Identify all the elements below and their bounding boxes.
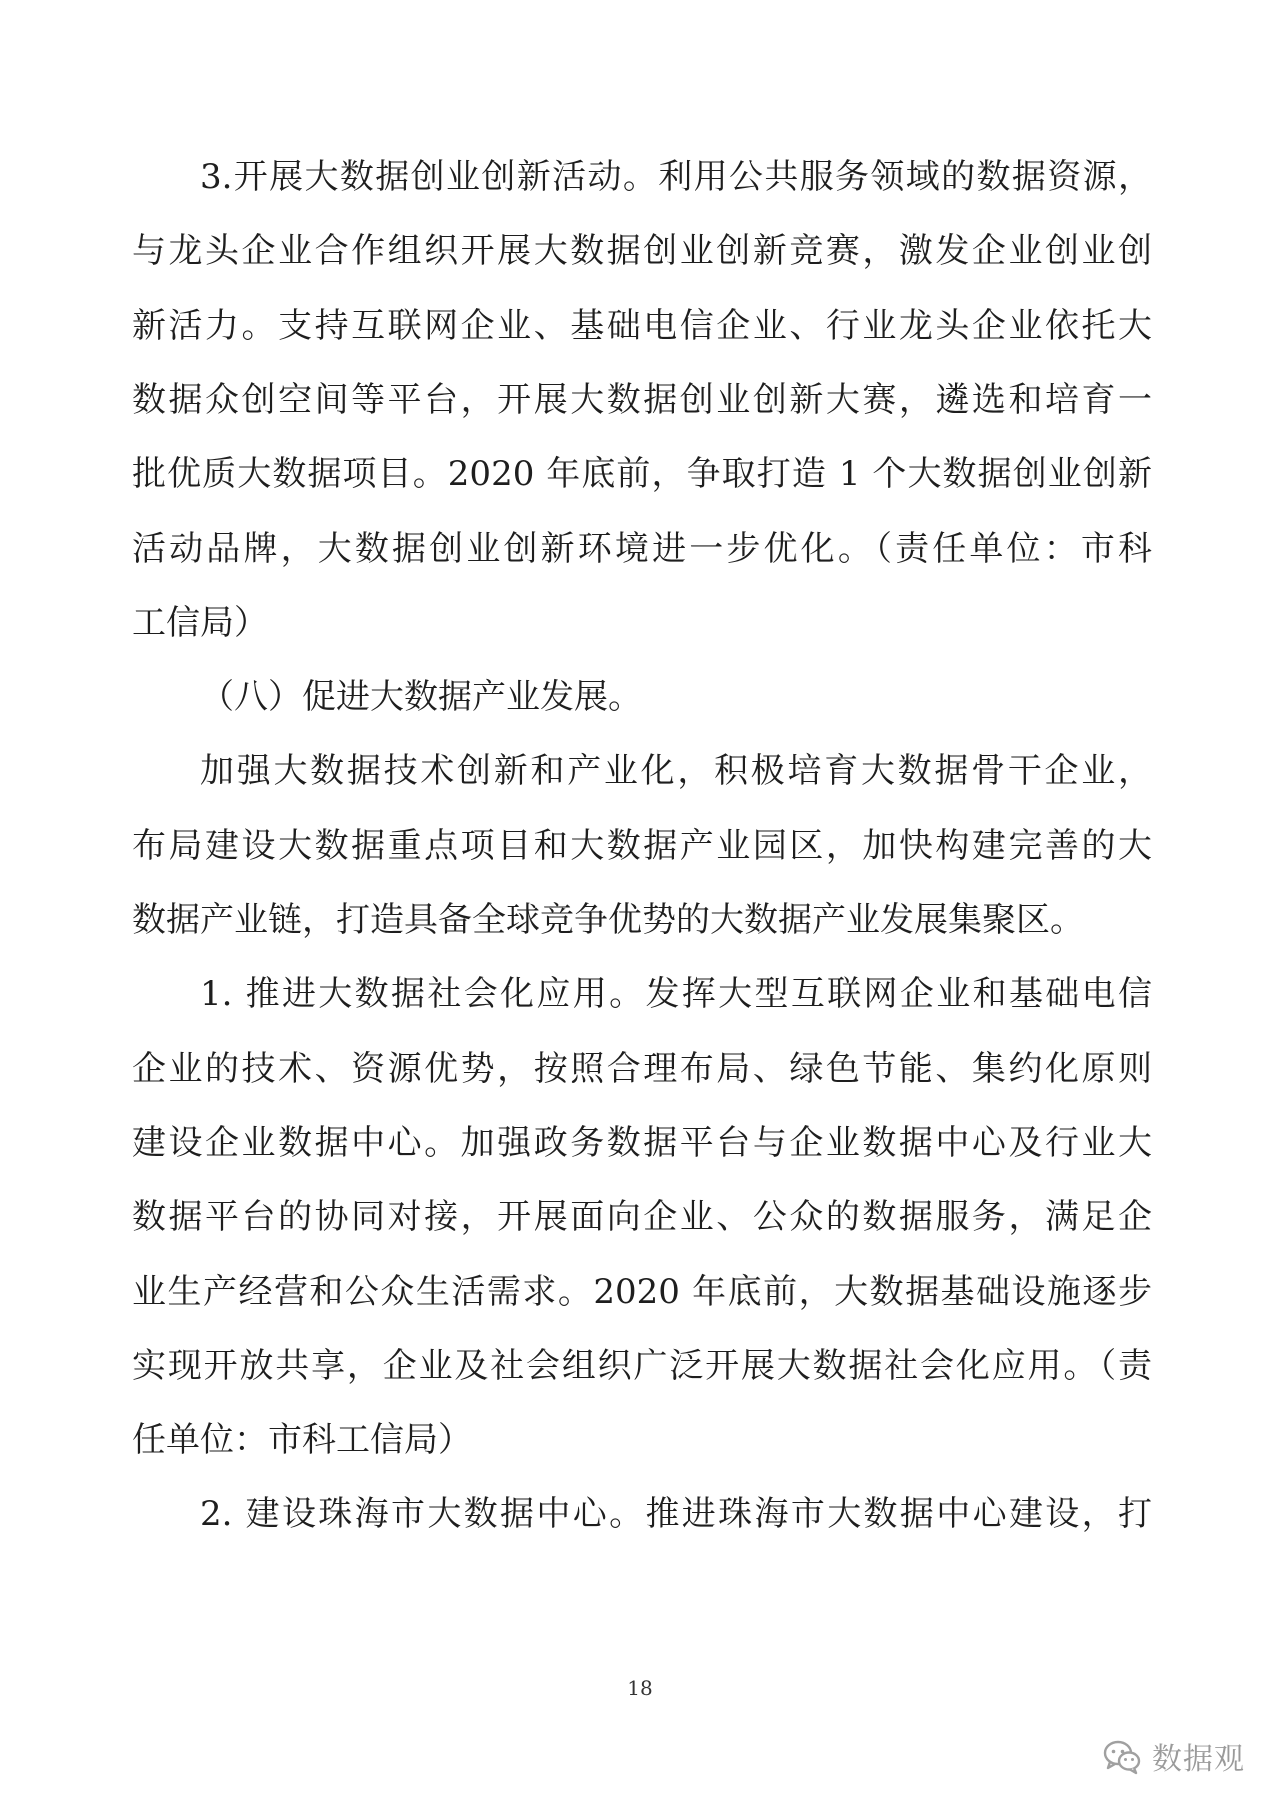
text-line: 实现开放共享，企业及社会组织广泛开展大数据社会化应用。（责: [132, 1345, 1152, 1386]
wechat-icon: [1100, 1734, 1144, 1778]
watermark-text: 数据观: [1152, 1742, 1245, 1777]
text-line: 3.开展大数据创业创新活动。利用公共服务领域的数据资源，: [200, 157, 1152, 197]
text-line: 数据产业链，打造具备全球竞争优势的大数据产业发展集聚区。: [132, 900, 1084, 940]
text-line: 企业的技术、资源优势，按照合理布局、绿色节能、集约化原则: [132, 1048, 1152, 1089]
text-line: （八）促进大数据产业发展。: [200, 677, 642, 718]
text-line: 业生产经营和公众生活需求。2020 年底前，大数据基础设施逐步: [132, 1271, 1152, 1312]
text-line: 建设企业数据中心。加强政务数据平台与企业数据中心及行业大: [132, 1122, 1152, 1163]
text-line: 新活力。支持互联网企业、基础电信企业、行业龙头企业依托大: [132, 305, 1152, 346]
text-line: 1. 推进大数据社会化应用。发挥大型互联网企业和基础电信: [200, 974, 1152, 1015]
text-line: 工信局）: [132, 602, 268, 643]
text-line: 2. 建设珠海市大数据中心。推进珠海市大数据中心建设，打: [200, 1494, 1152, 1535]
text-line: 与龙头企业合作组织开展大数据创业创新竞赛，激发企业创业创: [132, 231, 1152, 272]
watermark: [1100, 1734, 1245, 1778]
text-line: 数据平台的协同对接，开展面向企业、公众的数据服务，满足企: [132, 1197, 1152, 1238]
text-line: 布局建设大数据重点项目和大数据产业园区，加快构建完善的大: [132, 825, 1152, 866]
text-line: 活动品牌，大数据创业创新环境进一步优化。（责任单位：市科: [132, 528, 1152, 569]
text-line: 数据众创空间等平台，开展大数据创业创新大赛，遴选和培育一: [132, 379, 1152, 420]
text-line: 加强大数据技术创新和产业化，积极培育大数据骨干企业，: [200, 751, 1152, 792]
text-line: 批优质大数据项目。2020 年底前，争取打造 1 个大数据创业创新: [132, 454, 1152, 495]
page-number: 18: [627, 1676, 653, 1700]
text-line: 任单位：市科工信局）: [132, 1420, 472, 1461]
